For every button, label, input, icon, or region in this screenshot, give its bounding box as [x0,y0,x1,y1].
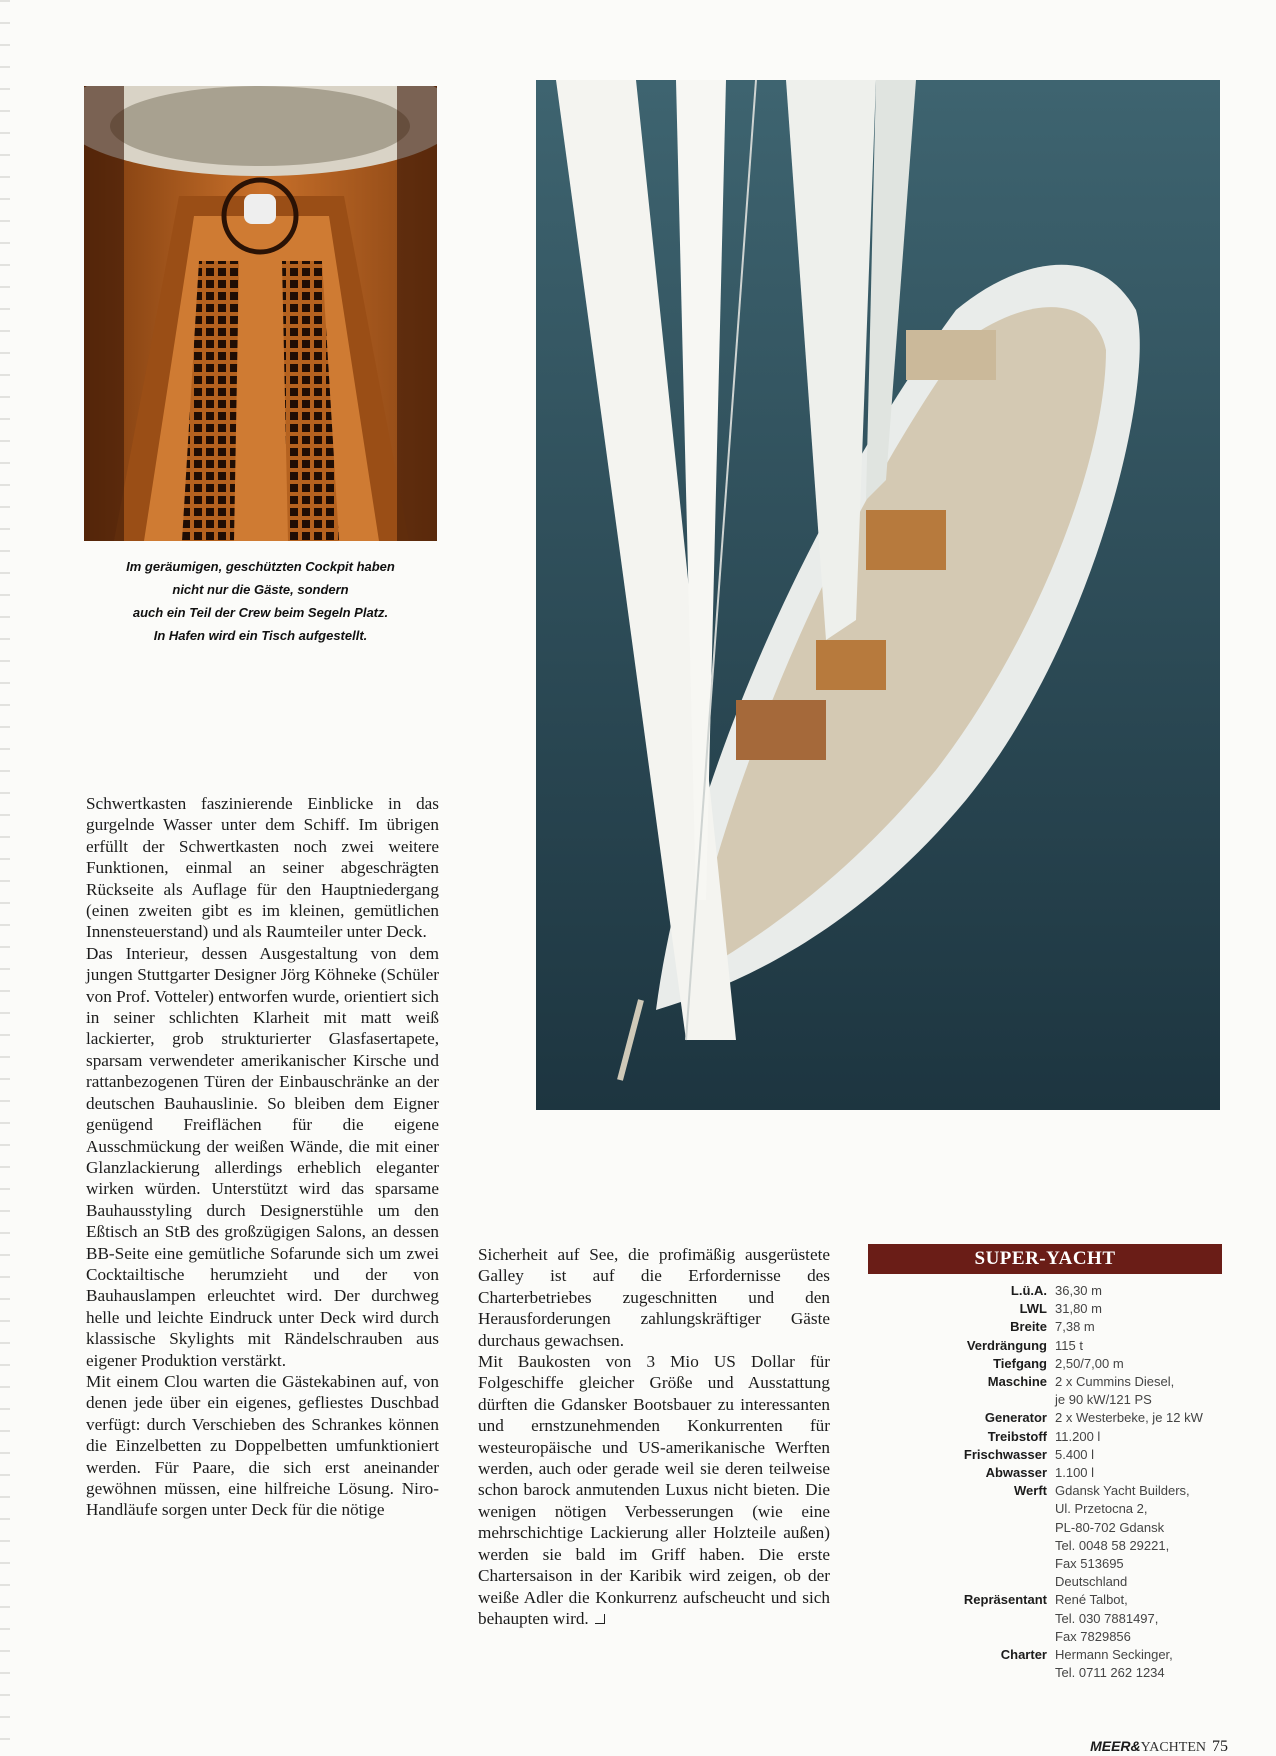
spec-box-title: SUPER-YACHT [868,1244,1222,1274]
spec-value-line: René Talbot, [1055,1592,1128,1608]
spec-value-line: Fax 513695 [1055,1556,1124,1572]
spec-value-line: 1.100 l [1055,1465,1095,1481]
spec-row [868,1482,1222,1591]
spec-row [868,1355,1222,1373]
article-paragraph: Sicherheit auf See, die profimäßig ausgerüstete Galley ist auf die Erfordernisse des Charterbetriebes zugeschnitten und den Herausforderungen zahlungskräftiger Gäste durchaus gewachsen. [478,1245,830,1350]
spec-row [868,1318,1222,1336]
spec-label: Treibstoff [987,1428,1047,1444]
spec-value [1055,1428,1222,1446]
spec-value [1055,1591,1222,1646]
caption-line: nicht nur die Gäste, sondern [172,582,349,597]
article-paragraph-text: Mit Baukosten von 3 Mio US Dollar für Folgeschiffe gleicher Größe und Ausstattung dürften die Gdansker Bootsbauer zu interessanten und ernstzunehmenden Konkurrenten für westeuropäische und US-amerikanische Werften werden, auch oder gerade weil sie deren teilweise schon barock anmutenden Luxus nicht bieten. Die wenigen nötigen Verbesserungen (wie eine mehrschichtige Lackierung aller Holzteile außen) werden sie bald im Griff haben. Die erste Chartersaison in der Karibik wird zeigen, ob der weiße Adler die Konkurrenz aufscheucht und sich behaupten wird. [478,1352,830,1628]
spec-label: L.ü.A. [1010,1283,1047,1298]
spec-value-line: 2,50/7,00 m [1055,1355,1124,1371]
spec-value-line: Tel. 0048 58 29221, [1055,1537,1170,1553]
spec-row [868,1591,1222,1646]
article-column-1 [86,793,439,1521]
spec-value-line: 2 x Westerbeke, je 12 kW [1055,1410,1203,1426]
spec-value-line: Ul. Przetocna 2, [1055,1501,1148,1517]
spec-label: Tiefgang [993,1355,1047,1371]
spec-value [1055,1300,1222,1318]
spec-row [868,1428,1222,1446]
spec-row [868,1300,1222,1318]
magazine-name-rest: YACHTEN [1140,1740,1206,1755]
spec-box [868,1244,1222,1682]
spec-row [868,1282,1222,1300]
spec-table [868,1282,1222,1682]
page-footer [1090,1738,1228,1756]
spec-value [1055,1282,1222,1300]
spec-value-line: 36,30 m [1055,1283,1102,1298]
magazine-name-bold: MEER& [1090,1738,1141,1754]
spec-label: Verdrängung [966,1337,1047,1353]
end-of-article-icon [595,1614,605,1624]
yacht-photo [536,80,1220,1110]
binding-edge [0,0,10,1754]
spec-label: Abwasser [985,1465,1047,1481]
spec-value-line: PL-80-702 Gdansk [1055,1519,1165,1535]
article-paragraph: Schwertkasten faszinierende Einblicke in das gurgelnde Wasser unter dem Schiff. Im übrigen erfüllt der Schwertkasten noch zwei weitere Funktionen, einmal an seiner abgeschrägten Rückseite als Auflage für den Hauptniedergang (einen zweiten gibt es im kleinen, gemütlichen Innensteuerstand) und als Raumteiler unter Deck. [86,794,439,942]
spec-row [868,1446,1222,1464]
spec-label: Repräsentant [963,1592,1047,1608]
spec-value-line: Hermann Seckinger, [1055,1647,1173,1663]
spec-value-line: Tel. 030 7881497, [1055,1610,1159,1626]
spec-value [1055,1446,1222,1464]
article-column-2 [478,1244,830,1629]
article-paragraph: Das Interieur, dessen Ausgestaltung von dem jungen Stuttgarter Designer Jörg Köhneke (Schüler von Prof. Votteler) entworfen wurde, orientiert sich in seiner schlichten Klarheit mit matt weiß lackierter, grob strukturierter Glasfasertapete, sparsam verwendeter amerikanischer Kirsche und rattanbezogenen Türen der Einbauschränke an der deutschen Bauhauslinie. So bleiben dem Eigner genügend Freiflächen für die eigene Ausschmückung der weißen Wände, die mit einer Glanzlackierung allerdings erheblich eleganter wirken würden. Unterstützt wird das sparsame Bauhausstyling durch Designerstühle um den Eßtisch an StB des großzügigen Salons, an dessen BB-Seite eine gemütliche Sofarunde sich um zwei Cocktailtische herumzieht und der von Bauhauslampen erleuchtet wird. Der durchweg helle und leichte Eindruck unter Deck wird durch klassische Skylights mit Rändelschrauben aus eigener Produktion verstärkt. [86,943,439,1370]
spec-label: LWL [1019,1301,1047,1317]
spec-value-line: 115 t [1055,1337,1083,1353]
cockpit-photo [84,86,437,541]
spec-value-line: Tel. 0711 262 1234 [1055,1665,1165,1681]
spec-value [1055,1355,1222,1373]
spec-value-line: 31,80 m [1055,1301,1102,1317]
spec-value-line: 7,38 m [1055,1319,1095,1335]
spec-label: Breite [1010,1319,1047,1335]
spec-row [868,1646,1222,1682]
caption-line: auch ein Teil der Crew beim Segeln Platz. [132,605,389,620]
caption-line: In Hafen wird ein Tisch aufgestellt. [153,628,368,643]
page-number: 75 [1212,1738,1228,1755]
spec-row [868,1373,1222,1409]
spec-row [868,1337,1222,1355]
spec-value [1055,1409,1222,1427]
spec-value-line: je 90 kW/121 PS [1055,1392,1152,1408]
spec-label: Werft [1014,1483,1047,1499]
spec-value [1055,1482,1222,1591]
spec-row [868,1464,1222,1482]
caption-line: Im geräumigen, geschützten Cockpit haben [126,559,395,574]
spec-value [1055,1337,1222,1355]
spec-value-line: Fax 7829856 [1055,1628,1131,1644]
spec-label: Charter [1000,1647,1047,1663]
article-paragraph [478,1351,830,1629]
spec-value-line: 5.400 l [1055,1446,1095,1462]
spec-value [1055,1646,1222,1682]
spec-label: Generator [984,1410,1047,1426]
spec-row [868,1409,1222,1427]
spec-value-line: 2 x Cummins Diesel, [1055,1374,1175,1390]
article-paragraph: Mit einem Clou warten die Gästekabinen auf, von denen jede über ein eigenes, gefliestes Duschbad verfügt: durch Verschieben des Schrankes können die Einzelbetten zu Doppelbetten umfunktioniert werden. Für Paare, die sich erst aneinander gewöhnen müssen, eine hilfreiche Lösung. Niro-Handläufe sorgen unter Deck für die nötige [86,1371,439,1520]
photo-caption [84,555,437,647]
spec-value [1055,1373,1222,1409]
spec-value-line: Gdansk Yacht Builders, [1055,1483,1190,1499]
spec-value-line: 11.200 l [1055,1428,1101,1444]
spec-label: Frischwasser [963,1446,1047,1462]
spec-value-line: Deutschland [1055,1574,1128,1590]
spec-label: Maschine [987,1374,1047,1390]
spec-value [1055,1318,1222,1336]
spec-value [1055,1464,1222,1482]
